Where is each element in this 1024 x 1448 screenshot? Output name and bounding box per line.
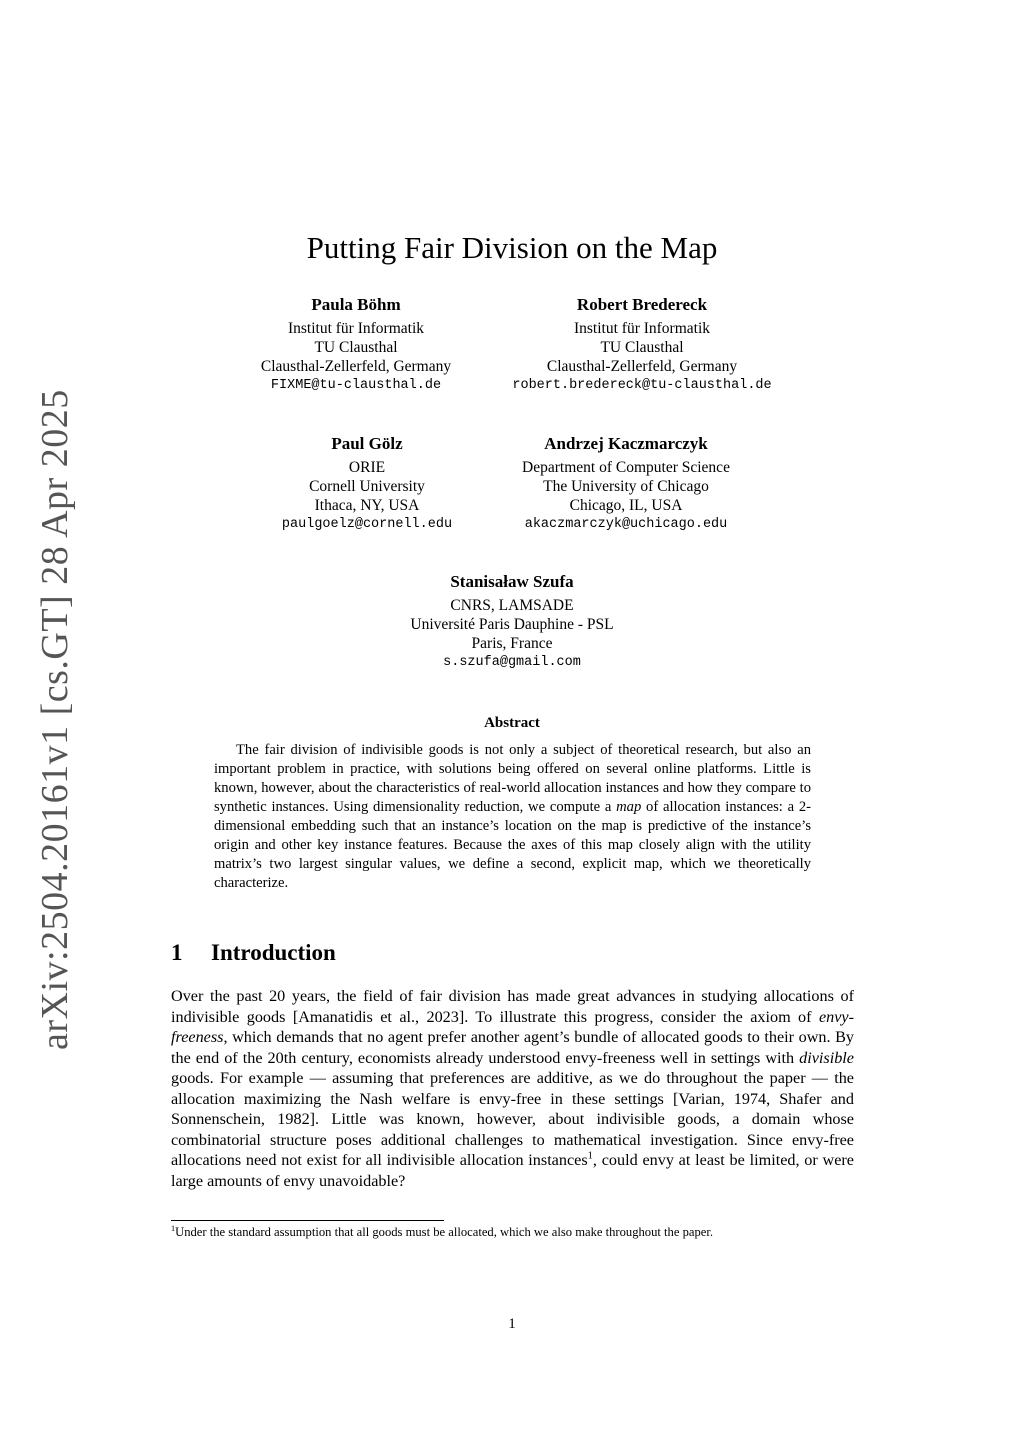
author-email: akaczmarczyk@uchicago.edu [524,517,728,532]
intro-emphasis: divisible [799,1048,854,1067]
author-email: s.szufa@gmail.com [443,655,581,670]
introduction-paragraph: Over the past 20 years, the field of fair division has made great advances in studying allocations of indivisible goods [Amanatidis et al., 2023]. To illustrate this progress, consider the axiom of envy-freeness, which demands that no agent prefer another agent’s bundle of allocated goods to their own. By the end of the 20th century, economists already understood envy-freeness well in settings with divisible goods. For example — assuming that preferences are additive, as we do throughout the paper — the allocation maximizing the Nash welfare is envy-free in these settings [Varian, 1974, Shafer and Sonnenschein, 1982]. Little was known, however, about indivisible goods, a domain whose combinatorial structure poses additional challenges to mathematical investigation. Since envy-free allocations need not exist for all indivisible allocation instances$^1$, could envy at least be limited, or were large amounts of envy unavoidable? [171,987,854,1190]
author-name: Andrzej Kaczmarczyk [544,434,708,453]
author-location: Chicago, IL, USA [569,497,683,514]
intro-emphasis: envy-freeness [171,1007,854,1046]
author-block [282,434,452,534]
abstract-emphasis: map [616,799,642,815]
author-name: Paul Gölz [331,434,403,453]
footnote-mark: 1 [171,1223,176,1233]
paper-title: Putting Fair Division on the Map [306,230,718,265]
author-block [522,434,730,534]
author-name: Robert Bredereck [576,295,708,314]
author-block [261,295,451,395]
abstract-text: The fair division of indivisible goods is not only a subject of theoretical research, but also an important problem in practice, with solutions being offered on several online platforms. Little is known, however, about the characteristics of real-world allocation instances and how they compare to synthetic instances. Using dimensionality reduction, we compute a map of allocation instances: a 2-dimensional embedding such that an instance’s location on the map is predictive of the instance’s origin and other key instance features. Because the axes of this map closely align with the utility matrix’s two largest singular values, we define a second, explicit map, which we theoretically characterize. [214,742,812,891]
author-affiliation: Institut für Informatik [287,320,425,337]
author-name: Stanisaław Szufa [450,572,574,591]
author-affiliation: CNRS, LAMSADE [450,597,574,614]
author-location: Clausthal-Zellerfeld, Germany [260,358,452,375]
author-affiliation: Institut für Informatik [573,320,711,337]
author-location: Paris, France [471,635,553,652]
abstract-heading: Abstract [484,715,540,731]
footnote-reference: 1 [587,1150,593,1162]
author-affiliation: TU Clausthal [600,339,684,356]
footnote-divider [171,1220,444,1221]
section-title: Introduction [211,940,336,965]
author-affiliation: TU Clausthal [314,339,398,356]
author-affiliation: Université Paris Dauphine - PSL [410,616,614,633]
author-affiliation: Cornell University [309,478,425,495]
author-block [410,572,613,672]
author-location: Clausthal-Zellerfeld, Germany [546,358,738,375]
author-block [512,295,771,395]
author-email: robert.bredereck@tu-clausthal.de [512,378,772,393]
author-affiliation: Department of Computer Science [522,459,730,476]
author-location: Ithaca, NY, USA [314,497,420,514]
author-email: FIXME@tu-clausthal.de [270,378,442,393]
footnote: $^1$Under the standard assumption that all goods must be allocated, which we also make throughout the paper. [171,1223,713,1239]
author-name: Paula Böhm [311,295,401,314]
arxiv-identifier-stamp: arXiv:2504.20161v1 [cs.GT] 28 Apr 2025 [34,389,76,1050]
author-email: paulgoelz@cornell.edu [281,517,453,532]
section-number: 1 [171,940,183,965]
author-affiliation: The University of Chicago [543,478,709,495]
section-heading [171,940,336,966]
author-affiliation: ORIE [348,459,386,476]
page-number: 1 [508,1316,516,1332]
